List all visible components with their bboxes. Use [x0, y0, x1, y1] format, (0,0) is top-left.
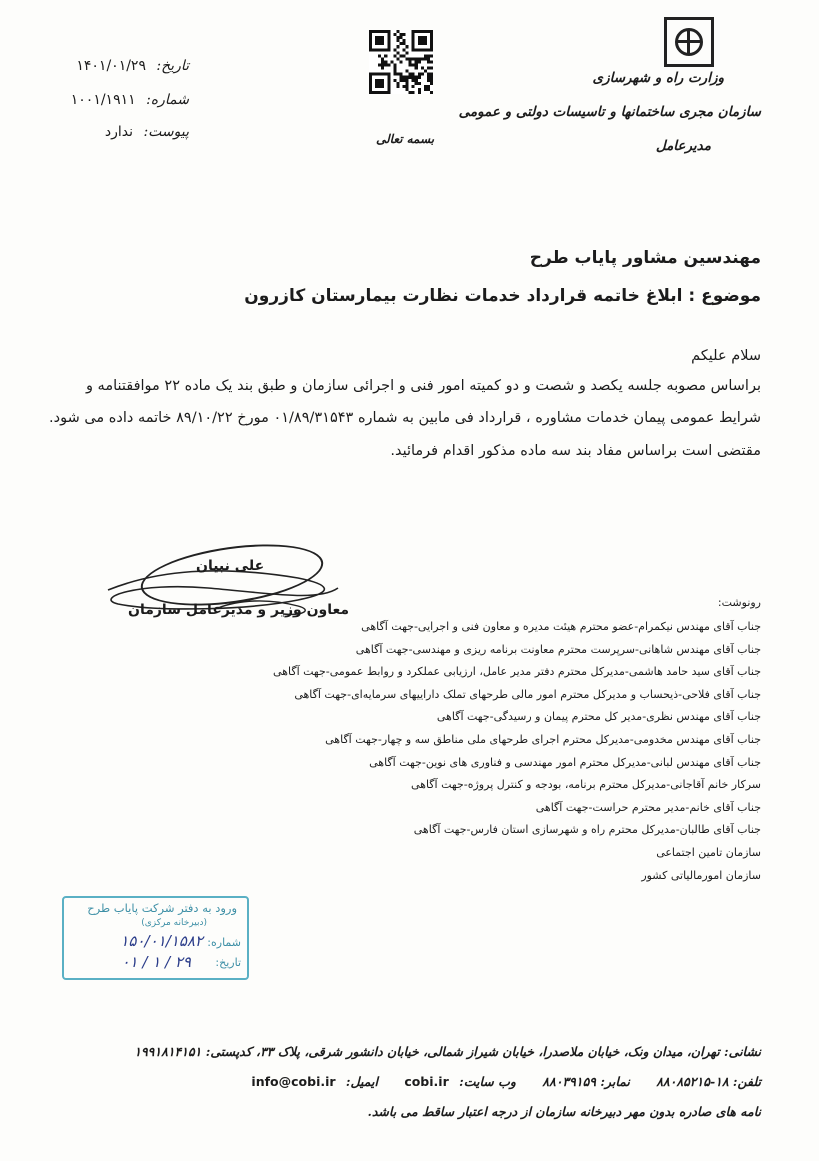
- qr-code-icon: [369, 30, 433, 94]
- footer-website-label: وب سایت:: [459, 1074, 516, 1089]
- stamp-title: ورود به دفتر شرکت پایاب طرح: [87, 901, 237, 915]
- stamp-subtitle: (دبیرخانه مرکزی): [141, 918, 207, 928]
- cc-item: جناب آقای مهندس نظری-مدیر کل محترم پیمان و رسیدگی-جهت آگاهی: [436, 710, 761, 724]
- footer-note: نامه های صادره بدون مهر دبیرخانه سازمان از درجه اعتبار ساقط می باشد.: [367, 1104, 761, 1119]
- cc-item: جناب آقای طالبان-مدیرکل محترم راه و شهرسازی استان فارس-جهت آگاهی: [413, 823, 761, 837]
- date-label: تاریخ:: [156, 58, 189, 74]
- greeting: سلام علیکم: [691, 348, 761, 364]
- cc-item: جناب آقای خانم-مدیر محترم حراست-جهت آگاهی: [535, 800, 761, 814]
- cc-item: جناب آقای مهندس لبانی-مدیرکل محترم امور مهندسی و فناوری های نوین-جهت آگاهی: [369, 755, 761, 769]
- stamp-number-value: ۱۵۰/۰۱/۱۵۸۲: [120, 932, 203, 950]
- body-line: شرایط عمومی پیمان خدمات مشاوره ، قرارداد فی مابین به شماره ۰۱/۸۹/۳۱۵۴۳ مورخ ۸۹/۱۰/۲۲ خاتمه داده می شود.: [49, 410, 761, 426]
- cc-item: سرکار خانم آقاجانی-مدیرکل محترم برنامه، بودجه و کنترل پروژه-جهت آگاهی: [410, 778, 761, 792]
- stamp-date-label: تاریخ:: [215, 956, 241, 969]
- footer-phone: تلفن: ۱۸-۸۸۰۸۵۲۱۵: [656, 1074, 761, 1089]
- office-title: مدیرعامل: [655, 138, 711, 154]
- footer-fax: نمابر: ۸۸۰۳۹۱۵۹: [542, 1074, 630, 1089]
- footer-email: info@cobi.ir: [251, 1074, 336, 1089]
- number-label: شماره:: [146, 92, 189, 108]
- ministry-name: وزارت راه و شهرسازی: [592, 70, 724, 86]
- recipient: مهندسین مشاور پایاب طرح: [529, 248, 761, 268]
- footer-contact-row: [251, 1074, 761, 1089]
- stamp-date-value: ۲۹ / ۱ / ۰۱: [121, 953, 191, 971]
- cc-label: رونوشت:: [717, 596, 761, 609]
- cc-item: جناب آقای مهندس مخدومی-مدیرکل محترم اجرای طرحهای ملی مناطق سه و چهار-جهت آگاهی: [325, 733, 761, 746]
- body-line: براساس مصوبه جلسه یکصد و شصت و دو کمیته امور فنی و اجرائی سازمان و طبق بند یک ماده ۲۲ موافقتنامه و: [85, 378, 761, 394]
- received-stamp: [62, 896, 249, 980]
- body-line: مقتضی است براساس مفاد بند سه ماده مذکور اقدام فرمائید.: [390, 443, 761, 459]
- signer-name: علی نبیان: [196, 558, 265, 574]
- cc-item: سازمان تامین اجتماعی: [656, 846, 761, 859]
- attachment-row: [105, 124, 189, 140]
- number-row: [71, 92, 189, 108]
- organization-name: سازمان مجری ساختمانها و تاسیسات دولتی و عمومی: [458, 104, 761, 120]
- footer-email-label: ایمیل:: [345, 1074, 378, 1089]
- signer-title: معاون وزیر و مدیرعامل سازمان: [128, 602, 350, 618]
- ministry-logo-icon: [664, 17, 714, 67]
- cc-item: جناب آقای فلاحی-ذیحساب و مدیرکل محترم امور مالی طرحهای تملک داراییهای سرمایه‌ای-جهت آگاهی: [294, 687, 761, 701]
- date-row: [76, 58, 189, 74]
- footer-address: نشانی: تهران، میدان ونک، خیابان ملاصدرا، خیابان شیراز شمالی، خیابان دانشور شرقی، پلاک ۳۳، کدپستی: ۱۹۹۱۸۱۴۱۵۱: [134, 1044, 761, 1059]
- cc-item: جناب آقای مهندس نیکمرام-عضو محترم هیئت مدیره و معاون فنی و اجرایی-جهت آگاهی: [361, 620, 761, 633]
- date-value: ۱۴۰۱/۰۱/۲۹: [76, 58, 146, 74]
- attachment-value: ندارد: [104, 124, 133, 140]
- subject: موضوع : ابلاغ خاتمه قرارداد خدمات نظارت بیمارستان کازرون: [244, 286, 761, 306]
- number-value: ۱۰۰۱/۱۹۱۱: [70, 92, 136, 108]
- cc-item: جناب آقای مهندس شاهانی-سرپرست محترم معاونت برنامه ریزی و مهندسی-جهت آگاهی: [355, 642, 761, 656]
- cc-item: جناب آقای سید حامد هاشمی-مدیرکل محترم دفتر مدیر عامل، ارزیابی عملکرد و روابط عمومی-جهت آگاهی: [273, 665, 761, 679]
- bismillah: بسمه تعالی: [376, 132, 435, 146]
- attachment-label: پیوست:: [143, 124, 189, 140]
- stamp-number-label: شماره:: [207, 936, 241, 949]
- footer-website: cobi.ir: [404, 1074, 449, 1089]
- cc-item: سازمان امورمالیاتی کشور: [641, 868, 761, 882]
